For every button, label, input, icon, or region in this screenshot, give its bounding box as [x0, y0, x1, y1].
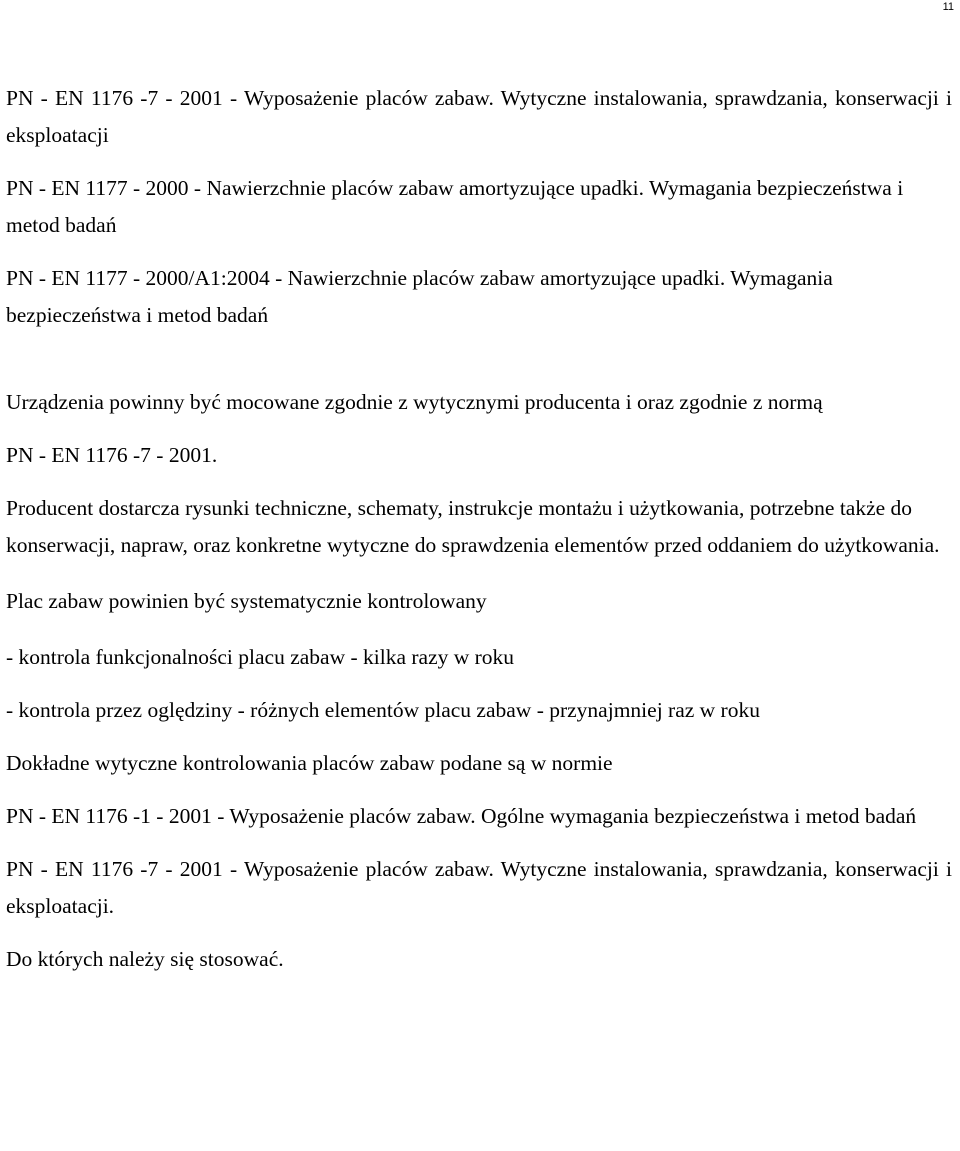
mounting-requirement-text: Urządzenia powinny być mocowane zgodnie z wytycznymi producenta i oraz zgodnie z normą	[6, 390, 823, 414]
page-number: 11	[942, 1, 954, 13]
inspection-item-visual: - kontrola przez oględziny - różnych elementów placu zabaw - przynajmniej raz w roku	[6, 698, 760, 722]
document-body	[6, 80, 952, 978]
mounting-standard-reference: PN - EN 1176 -7 - 2001.	[6, 443, 218, 467]
inspection-intro-text: Plac zabaw powinien być systematycznie kontrolowany	[6, 589, 487, 613]
standard-reference-en1177: PN - EN 1177 - 2000 - Nawierzchnie placów zabaw amortyzujące upadki. Wymagania bezpieczeństwa i metod badań	[6, 176, 904, 237]
standard-reference-en1176-7: PN - EN 1176 -7 - 2001 - Wyposażenie placów zabaw. Wytyczne instalowania, sprawdzania, konserwacji i eksploatacji	[6, 86, 952, 147]
inspection-guidelines-text: Dokładne wytyczne kontrolowania placów zabaw podane są w normie	[6, 751, 613, 775]
standard-reference-en1177-a1: PN - EN 1177 - 2000/A1:2004 - Nawierzchnie placów zabaw amortyzujące upadki. Wymagania bezpieczeństwa i metod badań	[6, 266, 833, 327]
inspection-item-functional: - kontrola funkcjonalności placu zabaw - kilka razy w roku	[6, 645, 515, 669]
standard-reference-en1176-7-final: PN - EN 1176 -7 - 2001 - Wyposażenie placów zabaw. Wytyczne instalowania, sprawdzania, konserwacji i eksploatacji.	[6, 857, 952, 918]
closing-text: Do których należy się stosować.	[6, 947, 284, 971]
standard-reference-en1176-1: PN - EN 1176 -1 - 2001 - Wyposażenie placów zabaw. Ogólne wymagania bezpieczeństwa i metod badań	[6, 804, 917, 828]
producent-documentation-text: Producent dostarcza rysunki techniczne, schematy, instrukcje montażu i użytkowania, potrzebne także do konserwacji, napraw, oraz konkretne wytyczne do sprawdzenia elementów przed oddaniem do użytkowania.	[6, 496, 940, 557]
